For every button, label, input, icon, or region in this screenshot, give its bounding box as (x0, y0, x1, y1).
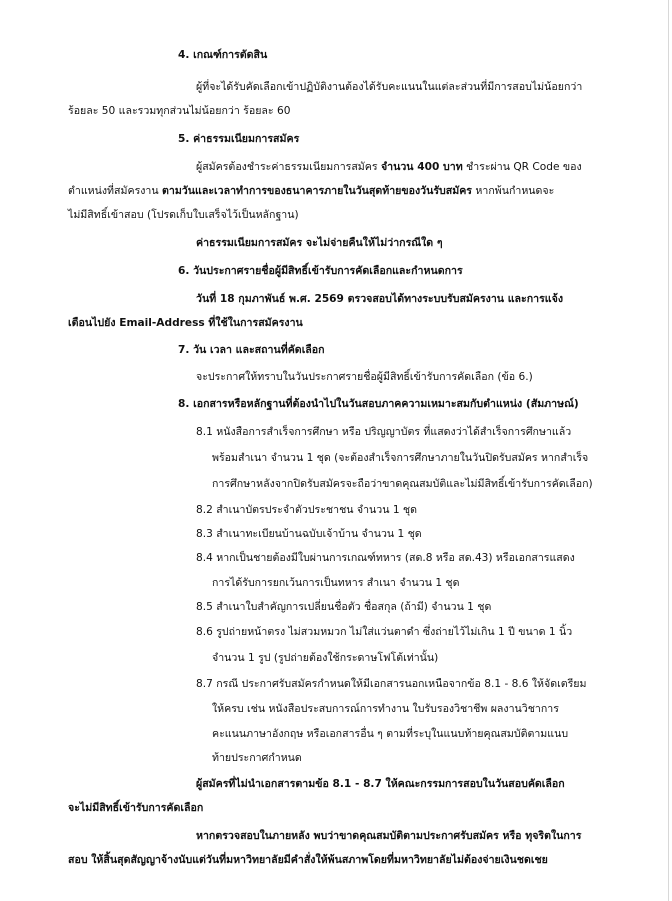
section-6-body-line-1: วันที่ 18 กุมภาพันธ์ พ.ศ. 2569 ตรวจสอบได้ทางระบบรับสมัครงาน และการแจ้ง (196, 293, 563, 305)
warning-line-2: จะไม่มีสิทธิ์เข้ารับการคัดเลือก (68, 802, 204, 814)
item-8-4-line-1: 8.4 หากเป็นชายต้องมีใบผ่านการเกณฑ์ทหาร (สด.8 หรือ สด.43) หรือเอกสารแสดง (196, 552, 575, 564)
item-8-1-line-1: 8.1 หนังสือการสำเร็จการศึกษา หรือ ปริญญาบัตร ที่แสดงว่าได้สำเร็จการศึกษาแล้ว (196, 426, 572, 438)
item-8-2: 8.2 สำเนาบัตรประจำตัวประชาชน จำนวน 1 ชุด (196, 504, 417, 516)
section-5-body-line-1 (196, 160, 582, 174)
item-8-1-line-2: พร้อมสำเนา จำนวน 1 ชุด (จะต้องสำเร็จการศึกษาภายในวันปิดรับสมัคร หากสำเร็จ (212, 452, 589, 464)
page-edge-divider (668, 0, 669, 901)
section-7-heading: 7. วัน เวลา และสถานที่คัดเลือก (178, 344, 325, 356)
fee-position-text: ตำแหน่งที่สมัครงาน (68, 185, 162, 197)
section-4-heading: 4. เกณฑ์การตัดสิน (178, 49, 268, 61)
item-8-7-line-3: คะแนนภาษาอังกฤษ หรือเอกสารอื่น ๆ ตามที่ระบุในแนบท้ายคุณสมบัติตามแนบ (212, 728, 569, 740)
no-refund-note: ค่าธรรมเนียมการสมัคร จะไม่จ่ายคืนให้ไม่ว่ากรณีใด ๆ (196, 237, 443, 249)
item-8-7-line-4: ท้ายประกาศกำหนด (212, 752, 302, 764)
section-5-body-line-2 (68, 184, 554, 198)
closing-line-2: สอบ ให้สิ้นสุดสัญญาจ้างนับแต่วันที่มหาวิทยาลัยมีคำสั่งให้พ้นสภาพโดยที่มหาวิทยาลัยไม่ต้องจ่ายเงินชดเชย (68, 854, 548, 866)
item-8-7-line-2: ให้ครบ เช่น หนังสือประสบการณ์การทำงาน ใบรับรองวิชาชีพ ผลงานวิชาการ (212, 703, 559, 715)
fee-qr-text: ชำระผ่าน QR Code ของ (462, 161, 582, 173)
fee-late-text: หากพ้นกำหนดจะ (472, 185, 555, 197)
item-8-6-line-1: 8.6 รูปถ่ายหน้าตรง ไม่สวมหมวก ไม่ใส่แว่นตาดำ ซึ่งถ่ายไว้ไม่เกิน 1 ปี ขนาด 1 นิ้ว (196, 626, 573, 638)
item-8-5: 8.5 สำเนาใบสำคัญการเปลี่ยนชื่อตัว ชื่อสกุล (ถ้ามี) จำนวน 1 ชุด (196, 601, 492, 613)
section-5-body-line-3: ไม่มีสิทธิ์เข้าสอบ (โปรดเก็บใบเสร็จไว้เป็นหลักฐาน) (68, 209, 299, 221)
section-5-heading: 5. ค่าธรรมเนียมการสมัคร (178, 133, 300, 145)
item-8-6-line-2: จำนวน 1 รูป (รูปถ่ายต้องใช้กระดาษโฟโต้เท่านั้น) (212, 652, 439, 664)
item-8-1-line-3: การศึกษาหลังจากปิดรับสมัครจะถือว่าขาดคุณสมบัติและไม่มีสิทธิ์เข้ารับการคัดเลือก) (212, 478, 593, 490)
item-8-4-line-2: การได้รับการยกเว้นการเป็นทหาร สำเนา จำนวน 1 ชุด (212, 577, 460, 589)
item-8-7-line-1: 8.7 กรณี ประกาศรับสมัครกำหนดให้มีเอกสารนอกเหนือจากข้อ 8.1 - 8.6 ให้จัดเตรียม (196, 678, 587, 690)
section-6-heading: 6. วันประกาศรายชื่อผู้มีสิทธิ์เข้ารับการคัดเลือกและกำหนดการ (178, 265, 463, 277)
section-7-body: จะประกาศให้ทราบในวันประกาศรายชื่อผู้มีสิทธิ์เข้ารับการคัดเลือก (ข้อ 6.) (196, 371, 533, 383)
section-8-heading: 8. เอกสารหรือหลักฐานที่ต้องนำไปในวันสอบภาคความเหมาะสมกับตำแหน่ง (สัมภาษณ์) (178, 398, 579, 410)
fee-text: ผู้สมัครต้องชำระค่าธรรมเนียมการสมัคร (196, 161, 381, 173)
section-4-body-line-2: ร้อยละ 50 และรวมทุกส่วนไม่น้อยกว่า ร้อยละ 60 (68, 105, 291, 117)
closing-line-1: หากตรวจสอบในภายหลัง พบว่าขาดคุณสมบัติตามประกาศรับสมัคร หรือ ทุจริตในการ (196, 830, 582, 842)
item-8-3: 8.3 สำเนาทะเบียนบ้านฉบับเจ้าบ้าน จำนวน 1 ชุด (196, 528, 422, 540)
section-4-body-line-1: ผู้ที่จะได้รับคัดเลือกเข้าปฏิบัติงานต้องได้รับคะแนนในแต่ละส่วนที่มีการสอบไม่น้อยกว่า (196, 81, 583, 93)
fee-amount: จำนวน 400 บาท (380, 161, 463, 173)
fee-deadline: ตามวันและเวลาทำการของธนาคารภายในวันสุดท้ายของวันรับสมัคร (162, 185, 473, 197)
section-6-body-line-2: เตือนไปยัง Email-Address ที่ใช้ในการสมัครงาน (68, 317, 303, 329)
warning-line-1: ผู้สมัครที่ไม่นำเอกสารตามข้อ 8.1 - 8.7 ให้คณะกรรมการสอบในวันสอบคัดเลือก (196, 778, 565, 790)
